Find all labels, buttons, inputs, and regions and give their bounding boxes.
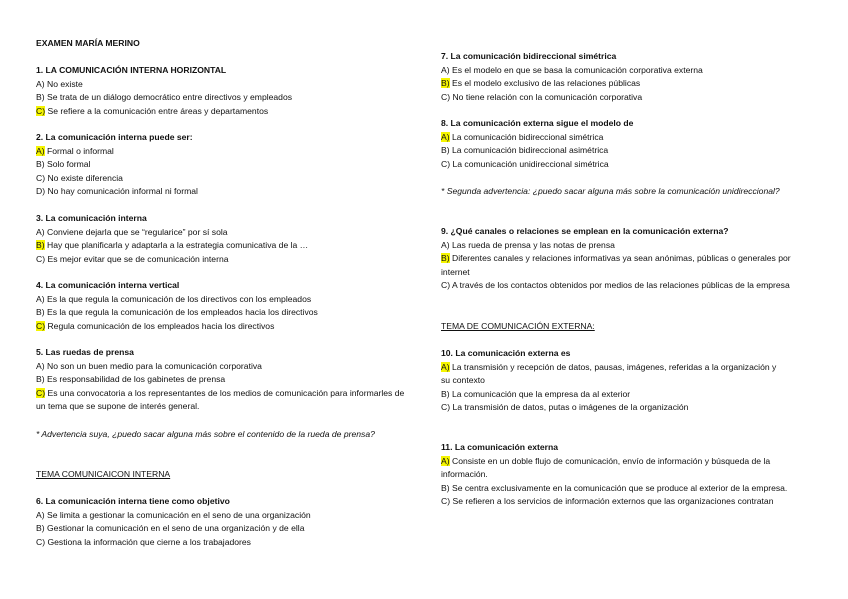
q4-option-b: B) Es la que regula la comunicación de los empleados hacia los directivos bbox=[36, 307, 318, 318]
q3-option-c: C) Es mejor evitar que se de comunicación interna bbox=[36, 253, 229, 264]
q4-option-a: A) Es la que regula la comunicación de los directivos con los empleados bbox=[36, 293, 312, 304]
q9-option-b: B) Diferentes canales y relaciones informativas ya sean anónimas, públicas o generales por internet bbox=[441, 253, 791, 277]
answer-highlight: B) bbox=[441, 78, 450, 89]
answer-highlight: A) bbox=[441, 361, 450, 372]
q8-option-b: B) La comunicación bidireccional asimétrica bbox=[441, 145, 609, 156]
q6-option-b: B) Gestionar la comunicación en el seno de una organización y de ella bbox=[36, 523, 305, 534]
q11-option-a: A) Consiste en un doble flujo de comunicación, envío de información y búsqueda de la información. bbox=[441, 455, 771, 480]
q9-option-c: C) A través de los contactos obtenidos por medios de las relaciones públicas de la empresa bbox=[441, 280, 790, 291]
answer-highlight: C) bbox=[36, 320, 46, 331]
question-1 bbox=[36, 64, 292, 118]
q2-option-b: B) Solo formal bbox=[36, 159, 91, 170]
q7-option-b: B) Es el modelo exclusivo de las relaciones públicas bbox=[441, 78, 641, 89]
q9-option-a: A) Las rueda de prensa y las notas de prensa bbox=[441, 239, 615, 250]
question-10-title: 10. La comunicación externa es bbox=[441, 348, 571, 358]
q4-option-c: C) Regula comunicación de los empleados hacia los directivos bbox=[36, 320, 275, 331]
question-3-title: 3. La comunicación interna bbox=[36, 213, 147, 223]
question-4 bbox=[36, 279, 318, 333]
q1-option-c: C) Se refiere a la comunicación entre áreas y departamentos bbox=[36, 105, 269, 116]
answer-highlight: A) bbox=[441, 131, 450, 142]
question-9 bbox=[441, 225, 813, 293]
question-7-title: 7. La comunicación bidireccional simétrica bbox=[441, 51, 617, 61]
q2-option-a: A) Formal o informal bbox=[36, 145, 114, 156]
answer-highlight: B) bbox=[36, 240, 45, 251]
question-4-title: 4. La comunicación interna vertical bbox=[36, 280, 180, 290]
q1-option-a: A) No existe bbox=[36, 78, 83, 89]
question-11 bbox=[441, 441, 811, 509]
question-3 bbox=[36, 212, 308, 266]
q1-option-b: B) Se trata de un diálogo democrático entre directivos y empleados bbox=[36, 92, 293, 103]
question-1-title: 1. LA COMUNICACIÓN INTERNA HORIZONTAL bbox=[36, 65, 227, 75]
topic-heading-interna: TEMA COMUNICAICON INTERNA bbox=[36, 469, 171, 479]
q5-option-c: C) Es una convocatoria a los representantes de los medios de comunicación para informarles de un tema que se supone de interés general. bbox=[36, 387, 405, 412]
question-5 bbox=[36, 346, 408, 414]
q7-option-a: A) Es el modelo en que se basa la comunicación corporativa externa bbox=[441, 64, 703, 75]
question-2-title: 2. La comunicación interna puede ser: bbox=[36, 132, 193, 142]
answer-highlight: C) bbox=[36, 387, 46, 398]
q10-option-a: A) La transmisión y recepción de datos, pausas, imágenes, referidas a la organización y su contexto bbox=[441, 361, 777, 386]
q5-option-b: B) Es responsabilidad de los gabinetes de prensa bbox=[36, 374, 226, 385]
q8-option-a: A) La comunicación bidireccional simétrica bbox=[441, 131, 604, 142]
q11-option-c: C) Se refieren a los servicios de información externos que las organizaciones contratan bbox=[441, 496, 774, 507]
question-8 bbox=[441, 117, 633, 171]
question-6-title: 6. La comunicación interna tiene como objetivo bbox=[36, 496, 230, 506]
topic-heading-externa: TEMA DE COMUNICACIÓN EXTERNA: bbox=[441, 321, 595, 331]
question-7 bbox=[441, 50, 703, 104]
question-5-title: 5. Las ruedas de prensa bbox=[36, 347, 134, 357]
q6-option-c: C) Gestiona la información que cierne a los trabajadores bbox=[36, 536, 251, 547]
answer-highlight: B) bbox=[441, 253, 450, 264]
q10-option-b: B) La comunicación que la empresa da al exterior bbox=[441, 388, 631, 399]
question-9-title: 9. ¿Qué canales o relaciones se emplean en la comunicación externa? bbox=[441, 226, 729, 236]
question-10 bbox=[441, 347, 786, 415]
q5-option-a: A) No son un buen medio para la comunicación corporativa bbox=[36, 360, 262, 371]
q3-option-b: B) Hay que planificarla y adaptarla a la estrategia comunicativa de la … bbox=[36, 240, 309, 251]
q7-option-c: C) No tiene relación con la comunicación corporativa bbox=[441, 91, 643, 102]
q8-option-c: C) La comunicación unidireccional simétrica bbox=[441, 158, 609, 169]
question-11-title: 11. La comunicación externa bbox=[441, 442, 559, 452]
answer-highlight: C) bbox=[36, 105, 46, 116]
answer-highlight: A) bbox=[441, 455, 450, 466]
question-8-title: 8. La comunicación externa sigue el modelo de bbox=[441, 118, 634, 128]
advertencia-note-1: * Advertencia suya, ¿puedo sacar alguna más sobre el contenido de la rueda de prensa? bbox=[36, 429, 375, 439]
q3-option-a: A) Conviene dejarla que se “regularice” por sí sola bbox=[36, 226, 228, 237]
question-6 bbox=[36, 495, 311, 549]
question-2 bbox=[36, 131, 198, 199]
q11-option-b: B) Se centra exclusivamente en la comunicación que se produce al exterior de la empresa. bbox=[441, 482, 788, 493]
advertencia-note-2: * Segunda advertencia: ¿puedo sacar alguna más sobre la comunicación unidireccional? bbox=[441, 186, 780, 196]
q6-option-a: A) Se limita a gestionar la comunicación en el seno de una organización bbox=[36, 509, 311, 520]
q2-option-d: D) No hay comunicación informal ni formal bbox=[36, 186, 198, 197]
q2-option-c: C) No existe diferencia bbox=[36, 172, 123, 183]
exam-title: EXAMEN MARÍA MERINO bbox=[36, 38, 140, 48]
q10-option-c: C) La transmisión de datos, putas o imágenes de la organización bbox=[441, 402, 689, 413]
answer-highlight: A) bbox=[36, 145, 45, 156]
